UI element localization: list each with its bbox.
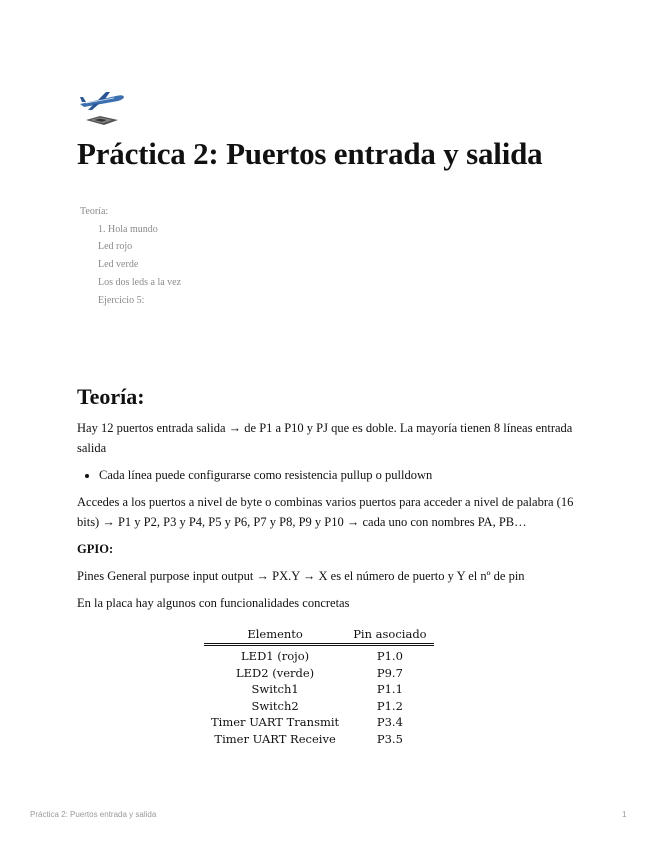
page-title: Práctica 2: Puertos entrada y salida	[77, 136, 543, 171]
table-cell: P9.7	[376, 665, 403, 680]
table-of-contents	[80, 203, 181, 309]
gpio-label: GPIO:	[77, 542, 114, 556]
table-header-cell: Pin asociado	[346, 627, 433, 645]
airplane-logo-icon	[78, 90, 126, 128]
toc-item[interactable]: Los dos leds a la vez	[98, 276, 182, 288]
table-cell: Switch2	[251, 698, 299, 713]
toc-item[interactable]: Ejercicio 5:	[98, 294, 145, 306]
table-cell: P1.0	[376, 649, 403, 663]
pin-table-wrapper	[204, 627, 577, 747]
main-content	[77, 384, 577, 747]
paragraph: Hay 12 puertos entrada salida → de P1 a P10 y PJ que es doble. La mayoría tienen 8 líneas entrada salida	[77, 421, 573, 455]
table-cell: Timer UART Transmit	[211, 715, 340, 729]
table-cell: P3.4	[376, 715, 403, 729]
table-row	[204, 731, 434, 748]
toc-item[interactable]: 1. Hola mundo	[98, 223, 158, 235]
bullet-list	[77, 465, 577, 485]
table-cell: LED1 (rojo)	[241, 649, 310, 663]
table-row	[204, 645, 434, 665]
toc-list	[80, 221, 181, 310]
toc-item[interactable]: Led rojo	[98, 241, 133, 253]
table-row	[204, 665, 434, 682]
paragraph: En la placa hay algunos con funcionalidades concretas	[77, 596, 350, 610]
table-header-row	[204, 627, 434, 645]
table-cell: Timer UART Receive	[214, 731, 336, 746]
table-header-cell: Elemento	[204, 627, 346, 645]
page-number: 1	[622, 810, 627, 819]
table-cell: LED2 (verde)	[236, 665, 315, 680]
table-cell: P3.5	[376, 731, 403, 746]
pin-table	[204, 627, 434, 747]
paragraph: Pines General purpose input output → PX.Y → X es el número de puerto y Y el nº de pin	[77, 569, 525, 583]
bullet-item: • Cada línea puede configurarse como resistencia pullup o pulldown	[99, 465, 577, 485]
toc-item[interactable]: Led verde	[98, 259, 139, 271]
table-cell: P1.2	[376, 698, 403, 713]
paragraph: Accedes a los puertos a nivel de byte o combinas varios puertos para acceder a nivel de palabra (16 bits) → P1 y P2, P3 y P4, P5 y P6, P7 y P8, P9 y P10 → cada uno con nombres PA, PB…	[77, 495, 574, 529]
section-heading: Teoría:	[77, 384, 145, 409]
table-cell: P1.1	[376, 682, 403, 696]
table-row	[204, 698, 434, 715]
table-row	[204, 714, 434, 731]
toc-heading[interactable]: Teoría:	[80, 206, 109, 217]
footer-title: Práctica 2: Puertos entrada y salida	[30, 810, 157, 819]
table-row	[204, 681, 434, 698]
table-cell: Switch1	[251, 682, 299, 696]
